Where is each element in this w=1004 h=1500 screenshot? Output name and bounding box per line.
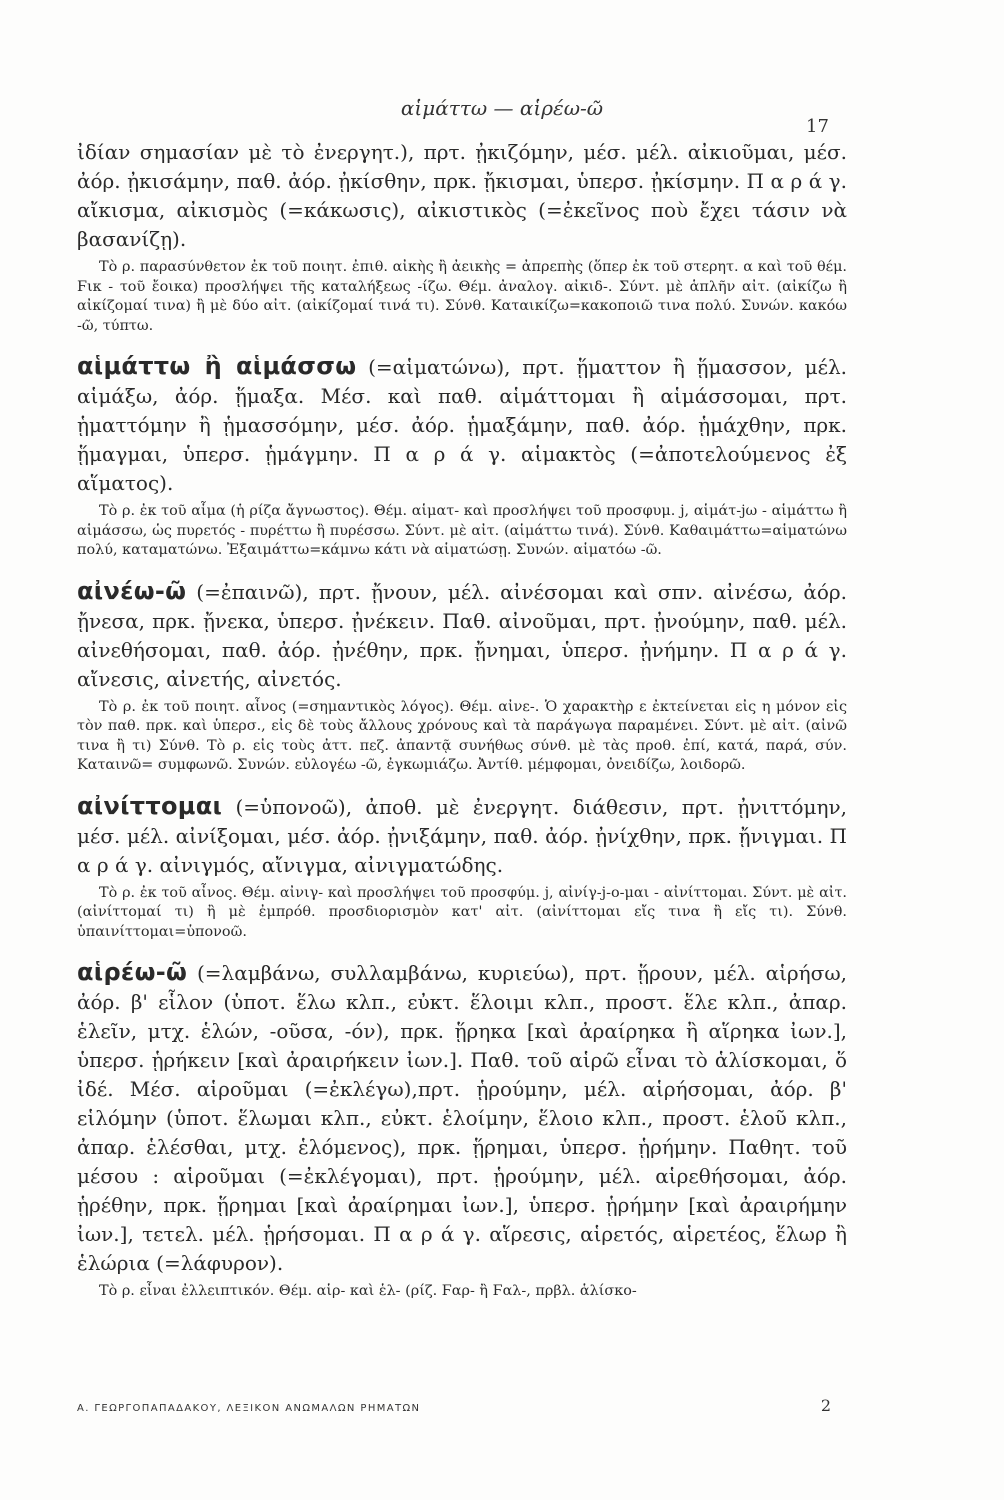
page-number: 17 — [806, 116, 829, 137]
running-head: αἱμάττω — αἱρέω-ῶ — [400, 96, 604, 120]
entry-note-text: Τὸ ρ. ἐκ τοῦ αἶνος. Θέμ. αἰνιγ- καὶ προσλήψει τοῦ προσφύμ. j, αἰνίγ-j-ο-μαι - αἰνίττομαι. Σύντ. μὲ αἰτ. (αἰνίττομαί τι) ἢ μὲ ἐμπρόθ. προσδιορισμὸν κατ' αἰτ. (αἰνίττομαι εἴς τινα ἢ εἴς τι). Σύνθ. ὑπαινίττομαι=ὑπονοῶ. — [77, 884, 847, 940]
footer-publication-line: Α. ΓΕΩΡΓΟΠΑΠΑΔΑΚΟΥ, ΛΕΞΙΚΟΝ ΑΝΩΜΑΛΩΝ ΡΗΜΑΤΩΝ — [77, 1403, 421, 1414]
page-footer — [77, 1396, 847, 1415]
continuation-note-text: Τὸ ρ. παρασύνθετον ἐκ τοῦ ποιητ. ἐπιθ. αἰκὴς ἢ ἀεικὴς = ἀπρεπὴς (ὅπερ ἐκ τοῦ στερητ. α καὶ τοῦ θέμ. Ϝικ - τοῦ ἔοικα) προσλήψει τῆς καταλήξεως -ίζω. Θέμ. ἀναλογ. αἰκιδ-. Σύντ. μὲ ἁπλῆν αἰτ. (αἰκίζω ἢ αἰκίζομαί τινα) ἢ μὲ δύο αἰτ. (αἰκίζομαί τινά τι). Σύνθ. Καταικίζω=κακοποιῶ τινα πολύ. Συνών. κακόω -ῶ, τύπτω. — [77, 259, 847, 334]
entry-note-text: Τὸ ρ. ἐκ τοῦ αἷμα (ἡ ρίζα ἄγνωστος). Θέμ. αἱματ- καὶ προσλήψει τοῦ προσφυμ. j, αἱμάτ-jω - αἱμάττω ἢ αἱμάσσω, ὡς πυρετός - πυρέττω ἢ πυρέσσω. Σύντ. μὲ αἰτ. (αἱμάττω τινά). Σύνθ. Καθαιμάττω=αἱματώνω πολύ, καταματώνω. Ἐξαιμάττω=κάμνω κάτι νὰ αἱματώσῃ. Συνών. αἱματόω -ῶ. — [77, 503, 847, 558]
entry-etymology-note — [77, 1282, 847, 1302]
continuation-etymology-note — [77, 258, 847, 336]
entry-headword: αἱμάττω ἢ αἱμάσσω — [77, 352, 357, 380]
continuation-main-text: ἰδίαν σημασίαν μὲ τὸ ἐνεργητ.), πρτ. ᾐκιζόμην, μέσ. μέλ. αἰκιοῦμαι, μέσ. ἀόρ. ᾐκισάμην, παθ. ἀόρ. ᾐκίσθην, πρκ. ᾔκισμαι, ὑπερσ. ᾐκίσμην. Π α ρ ά γ. αἴκισμα, αἰκισμὸς (=κάκωσις), αἰκιστικὸς (=ἐκεῖνος ποὺ ἔχει τάσιν νὰ βασανίζῃ). — [77, 140, 847, 251]
dictionary-entry — [77, 792, 847, 943]
entry-note-text: Τὸ ρ. εἶναι ἐλλειπτικόν. Θέμ. αἱρ- καὶ ἑλ- (ρίζ. Ϝαρ- ἢ Ϝαλ-, πρβλ. ἁλίσκο- — [99, 1283, 637, 1299]
entry-definition: (=αἱματώνω), πρτ. ᾕματτον ἢ ᾕμασσον, μέλ. αἱμάξω, ἀόρ. ᾕμαξα. Μέσ. καὶ παθ. αἱμάττομαι ἢ αἱμάσσομαι, πρτ. ᾑματτόμην ἢ ᾑμασσόμην, μέσ. ἀόρ. ᾑμαξάμην, παθ. ἀόρ. ᾑμάχθην, πρκ. ᾕμαγμαι, ὑπερσ. ᾑμάγμην. Π α ρ ά γ. αἱμακτὸς (=ἀποτελούμενος ἐξ αἵματος). — [77, 355, 848, 495]
dictionary-entry — [77, 352, 847, 561]
entry-etymology-note — [77, 884, 847, 943]
entry-etymology-note — [77, 502, 847, 561]
entry-etymology-note — [77, 698, 847, 776]
entry-continuation — [77, 138, 847, 336]
entry-definition: (=ὑπονοῶ), ἀποθ. μὲ ἐνεργητ. διάθεσιν, πρτ. ᾐνιττόμην, μέσ. μέλ. αἰνίξομαι, μέσ. ἀόρ. ᾐνιξάμην, παθ. ἀόρ. ᾐνίχθην, πρκ. ᾔνιγμαι. Π α ρ ά γ. αἰνιγμός, αἴνιγμα, αἰνιγματώδης. — [77, 794, 847, 877]
entry-main-text — [77, 577, 847, 694]
footer-signature-mark: 2 — [820, 1396, 831, 1415]
entry-note-text: Τὸ ρ. ἐκ τοῦ ποιητ. αἶνος (=σημαντικὸς λόγος). Θέμ. αἰνε-. Ὁ χαρακτὴρ ε ἐκτείνεται εἰς η μόνον εἰς τὸν παθ. πρκ. καὶ ὑπερσ., εἰς δὲ τοὺς ἄλλους χρόνους καὶ τὰ παράγωγα παραμένει. Σύντ. μὲ αἰτ. (αἰνῶ τινα ἢ τι) Σύνθ. Τὸ ρ. εἰς τοὺς ἀττ. πεζ. ἀπαντᾷ συνήθως σύνθ. μὲ τὰς προθ. ἐπί, κατά, παρά, σύν. Καταινῶ= συμφωνῶ. Συνών. εὐλογέω -ῶ, ἐγκωμιάζω. Ἀντίθ. μέμφομαι, ὀνειδίζω, λοιδορῶ. — [77, 698, 847, 773]
entry-headword: αἰνέω-ῶ — [77, 576, 187, 605]
dictionary-entry — [77, 958, 847, 1302]
page-body — [77, 138, 847, 1302]
entry-main-text — [77, 792, 847, 880]
dictionary-entry — [77, 577, 847, 776]
entry-main-text — [77, 958, 847, 1278]
entry-headword: αἰνίττομαι — [77, 791, 223, 820]
entry-definition: (=ἐπαινῶ), πρτ. ᾔνουν, μέλ. αἰνέσομαι καὶ σπν. αἰνέσω, ἀόρ. ᾔνεσα, πρκ. ᾔνεκα, ὑπερσ. ᾐνέκειν. Παθ. αἰνοῦμαι, πρτ. ᾐνούμην, παθ. μέλ. αἰνεθήσομαι, παθ. ἀόρ. ᾐνέθην, πρκ. ᾔνημαι, ὑπερσ. ᾐνήμην. Π α ρ ά γ. αἴνεσις, αἰνετής, αἰνετός. — [77, 579, 847, 691]
entry-headword: αἱρέω-ῶ — [77, 958, 188, 986]
entry-main-text — [77, 352, 847, 498]
entry-definition: (=λαμβάνω, συλλαμβάνω, κυριεύω), πρτ. ᾕρουν, μέλ. αἱρήσω, ἀόρ. β' εἷλον (ὑποτ. ἕλω κλπ., εὐκτ. ἕλοιμι κλπ., προστ. ἕλε κλπ., ἀπαρ. ἑλεῖν, μτχ. ἑλών, -οῦσα, -όν), πρκ. ᾕρηκα [καὶ ἀραίρηκα ἢ αἵρηκα ἰων.], ὑπερσ. ᾑρήκειν [καὶ ἀραιρήκειν ἰων.]. Παθ. τοῦ αἱρῶ εἶναι τὸ ἁλίσκομαι, ὅ ἰδέ. Μέσ. αἱροῦμαι (=ἐκλέγω),πρτ. ᾑρούμην, μέλ. αἱρήσομαι, ἀόρ. β' εἱλόμην (ὑποτ. ἕλωμαι κλπ., εὐκτ. ἑλοίμην, ἕλοιο κλπ., προστ. ἑλοῦ κλπ., ἀπαρ. ἑλέσθαι, μτχ. ἑλόμενος), πρκ. ᾕρημαι, ὑπερσ. ᾑρήμην. Παθητ. τοῦ μέσου : αἱροῦμαι (=ἐκλέγομαι), πρτ. ᾑρούμην, μέλ. αἱρεθήσομαι, ἀόρ. ᾑρέθην, πρκ. ᾕρημαι [καὶ ἀραίρημαι ἰων.], ὑπερσ. ᾑρήμην [καὶ ἀραιρήμην ἰων.], τετελ. μέλ. ᾑρήσομαι. Π α ρ ά γ. αἵρεσις, αἱρετός, αἱρετέος, ἕλωρ ἢ ἑλώρια (=λάφυρον). — [77, 961, 847, 1275]
